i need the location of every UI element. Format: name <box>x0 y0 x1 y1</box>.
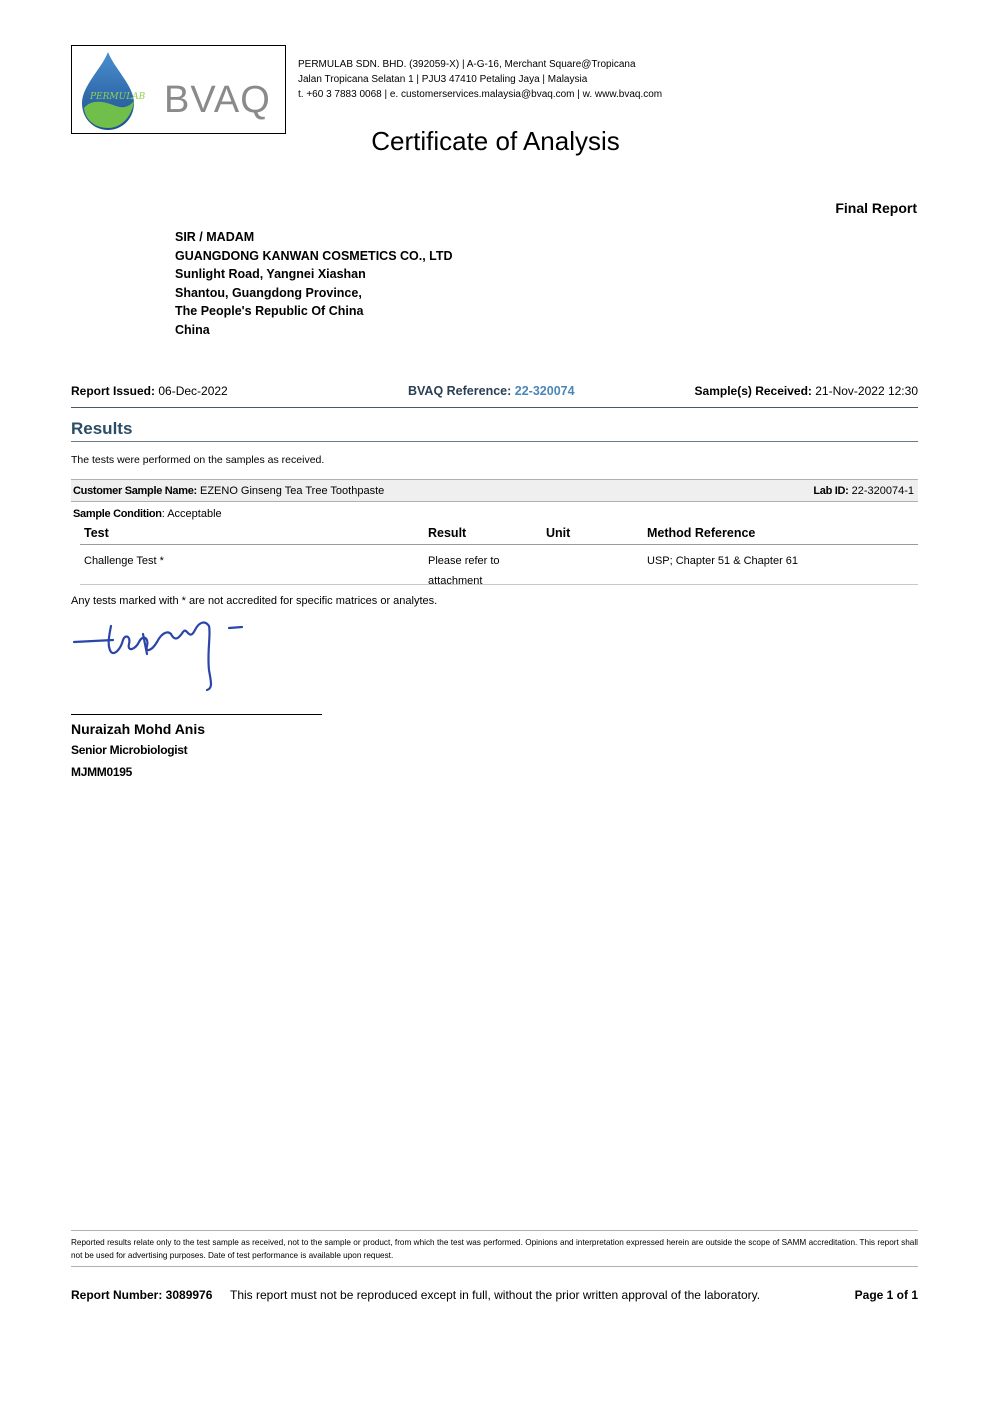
sample-info-bar <box>71 479 918 502</box>
report-meta-row <box>71 383 918 408</box>
bvaq-reference <box>408 384 575 398</box>
company-details <box>298 57 662 102</box>
accreditation-note: Any tests marked with * are not accredited for specific matrices or analytes. <box>71 595 438 607</box>
sample-condition-label: Sample Condition <box>73 508 162 520</box>
cell-result: Please refer to attachment <box>428 555 500 587</box>
results-table <box>80 523 918 585</box>
addressee-line-4: Shantou, Guangdong Province, <box>175 285 362 300</box>
addressee-line-1: SIR / MADAM <box>175 230 255 244</box>
report-issued-value: 06-Dec-2022 <box>158 384 228 398</box>
addressee-line-3: Sunlight Road, Yangnei Xiashan <box>175 267 366 282</box>
report-issued-label: Report Issued: <box>71 384 156 398</box>
column-header-method: Method Reference <box>647 526 756 540</box>
samples-received-label: Sample(s) Received: <box>694 384 812 398</box>
cell-test: Challenge Test * <box>84 555 164 567</box>
company-line-2: Jalan Tropicana Selatan 1 | PJU3 47410 Petaling Jaya | Malaysia <box>298 74 588 85</box>
customer-sample-name-label: Customer Sample Name: <box>73 485 197 497</box>
results-heading: Results <box>71 419 918 442</box>
report-number: Report Number: 3089976 <box>71 1288 213 1302</box>
addressee-block <box>175 228 453 340</box>
sample-condition-value: : Acceptable <box>161 508 222 520</box>
logo-drop-text: PERMULAB <box>90 92 146 102</box>
report-status: Final Report <box>835 200 917 216</box>
addressee-line-5: The People's Republic Of China <box>175 304 364 319</box>
logo-brand-text: BVAQ <box>164 79 271 121</box>
column-header-test: Test <box>84 526 109 540</box>
signatory-name: Nuraizah Mohd Anis <box>71 721 206 737</box>
page-number: Page 1 of 1 <box>854 1288 918 1302</box>
table-row <box>80 545 918 585</box>
addressee-line-2: GUANGDONG KANWAN COSMETICS CO., LTD <box>175 248 453 263</box>
customer-sample-name <box>73 485 384 497</box>
company-logo <box>71 45 286 134</box>
document-title: Certificate of Analysis <box>371 126 620 156</box>
tests-performed-note: The tests were performed on the samples as received. <box>71 454 325 466</box>
customer-sample-name-value: EZENO Ginseng Tea Tree Toothpaste <box>199 485 385 497</box>
bvaq-logo-graphic <box>72 46 285 133</box>
column-header-result: Result <box>428 526 467 540</box>
signatory-id: MJMM0195 <box>71 765 132 779</box>
addressee-line-6: China <box>175 322 210 337</box>
reproduction-note: This report must not be reproduced except in full, without the prior written approval of the laboratory. <box>230 1288 761 1302</box>
results-table-header <box>80 523 918 545</box>
signature-line <box>71 714 322 715</box>
samples-received <box>695 384 918 398</box>
column-header-unit: Unit <box>546 526 571 540</box>
bvaq-reference-value: 22-320074 <box>514 384 575 398</box>
sample-condition <box>73 508 222 520</box>
lab-id-label: Lab ID: <box>813 485 849 497</box>
signatory-title: Senior Microbiologist <box>71 743 188 757</box>
disclaimer-text: Reported results relate only to the test sample as received, not to the sample or product, from which the test was performed. Opinions and interpretation expressed herein are outside the scope of SAMM accreditation. This report shall not be used for advertising purposes. Date of test performance is available upon request. <box>71 1230 918 1267</box>
lab-id <box>813 485 914 497</box>
cell-method: USP; Chapter 51 & Chapter 61 <box>647 555 799 567</box>
bvaq-reference-label: BVAQ Reference: <box>408 384 512 398</box>
company-line-3: t. +60 3 7883 0068 | e. customerservices.malaysia@bvaq.com | w. www.bvaq.com <box>298 89 663 100</box>
report-issued <box>71 384 228 398</box>
handwritten-signature <box>71 612 251 698</box>
company-line-1: PERMULAB SDN. BHD. (392059-X) | A-G-16, Merchant Square@Tropicana <box>298 59 636 70</box>
lab-id-value: 22-320074-1 <box>851 485 914 497</box>
samples-received-value: 21-Nov-2022 12:30 <box>815 384 918 398</box>
